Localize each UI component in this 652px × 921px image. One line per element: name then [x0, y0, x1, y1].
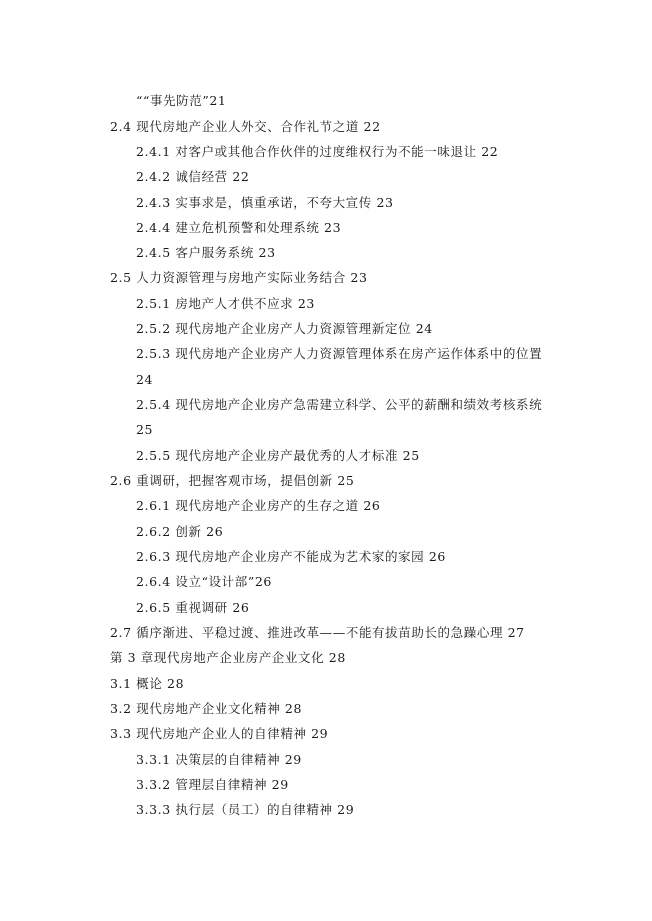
toc-entry-3-3-2: 3.3.2 管理层自律精神 29 [136, 777, 289, 792]
toc-entry-2-6-5: 2.6.5 重视调研 26 [136, 600, 250, 615]
toc-entry-2-6-2: 2.6.2 创新 26 [136, 524, 224, 539]
toc-entry-continuation: ““事先防范”21 [136, 93, 227, 108]
toc-entry-2-5-1: 2.5.1 房地产人才供不应求 23 [136, 296, 315, 311]
toc-entry-2-5: 2.5 人力资源管理与房地产实际业务结合 23 [110, 270, 368, 285]
toc-entry-3-2: 3.2 现代房地产企业文化精神 28 [110, 701, 303, 716]
toc-entry-3-3: 3.3 现代房地产企业人的自律精神 29 [110, 726, 329, 741]
toc-entry-2-5-5: 2.5.5 现代房地产企业房产最优秀的人才标准 25 [136, 448, 420, 463]
toc-entry-2-4-1: 2.4.1 对客户或其他合作伙伴的过度维权行为不能一味退让 22 [136, 144, 499, 159]
toc-entry-2-4-4: 2.4.4 建立危机预警和处理系统 23 [136, 220, 342, 235]
toc-entry-2-5-2: 2.5.2 现代房地产企业房产人力资源管理新定位 24 [136, 321, 433, 336]
toc-entry-2-6: 2.6 重调研，把握客观市场，提倡创新 25 [110, 473, 355, 488]
toc-entry-3-3-3: 3.3.3 执行层（员工）的自律精神 29 [136, 802, 355, 817]
toc-entry-2-4-5: 2.4.5 客户服务系统 23 [136, 245, 276, 260]
toc-entry-2-4-3: 2.4.3 实事求是，慎重承诺，不夸大宣传 23 [136, 195, 394, 210]
toc-entry-2-7: 2.7 循序渐进、平稳过渡、推进改革——不能有拔苗助长的急躁心理 27 [110, 625, 525, 640]
toc-entry-chapter-3: 第 3 章现代房地产企业房产企业文化 28 [110, 650, 346, 665]
toc-entry-2-4: 2.4 现代房地产企业人外交、合作礼节之道 22 [110, 119, 381, 134]
toc-entry-2-5-4-page: 25 [136, 422, 154, 437]
toc-entry-2-6-1: 2.6.1 现代房地产企业房产的生存之道 26 [136, 498, 381, 513]
toc-entry-3-1: 3.1 概论 28 [110, 676, 185, 691]
toc-entry-2-6-3: 2.6.3 现代房地产企业房产不能成为艺术家的家园 26 [136, 549, 446, 564]
toc-entry-2-6-4: 2.6.4 设立“设计部”26 [136, 574, 272, 589]
toc-entry-2-5-3: 2.5.3 现代房地产企业房产人力资源管理体系在房产运作体系中的位置 [136, 346, 543, 361]
toc-entry-2-5-3-page: 24 [136, 372, 154, 387]
toc-entry-3-3-1: 3.3.1 决策层的自律精神 29 [136, 752, 302, 767]
toc-entry-2-5-4: 2.5.4 现代房地产企业房产急需建立科学、公平的薪酬和绩效考核系统 [136, 397, 543, 412]
toc-entry-2-4-2: 2.4.2 诚信经营 22 [136, 169, 250, 184]
